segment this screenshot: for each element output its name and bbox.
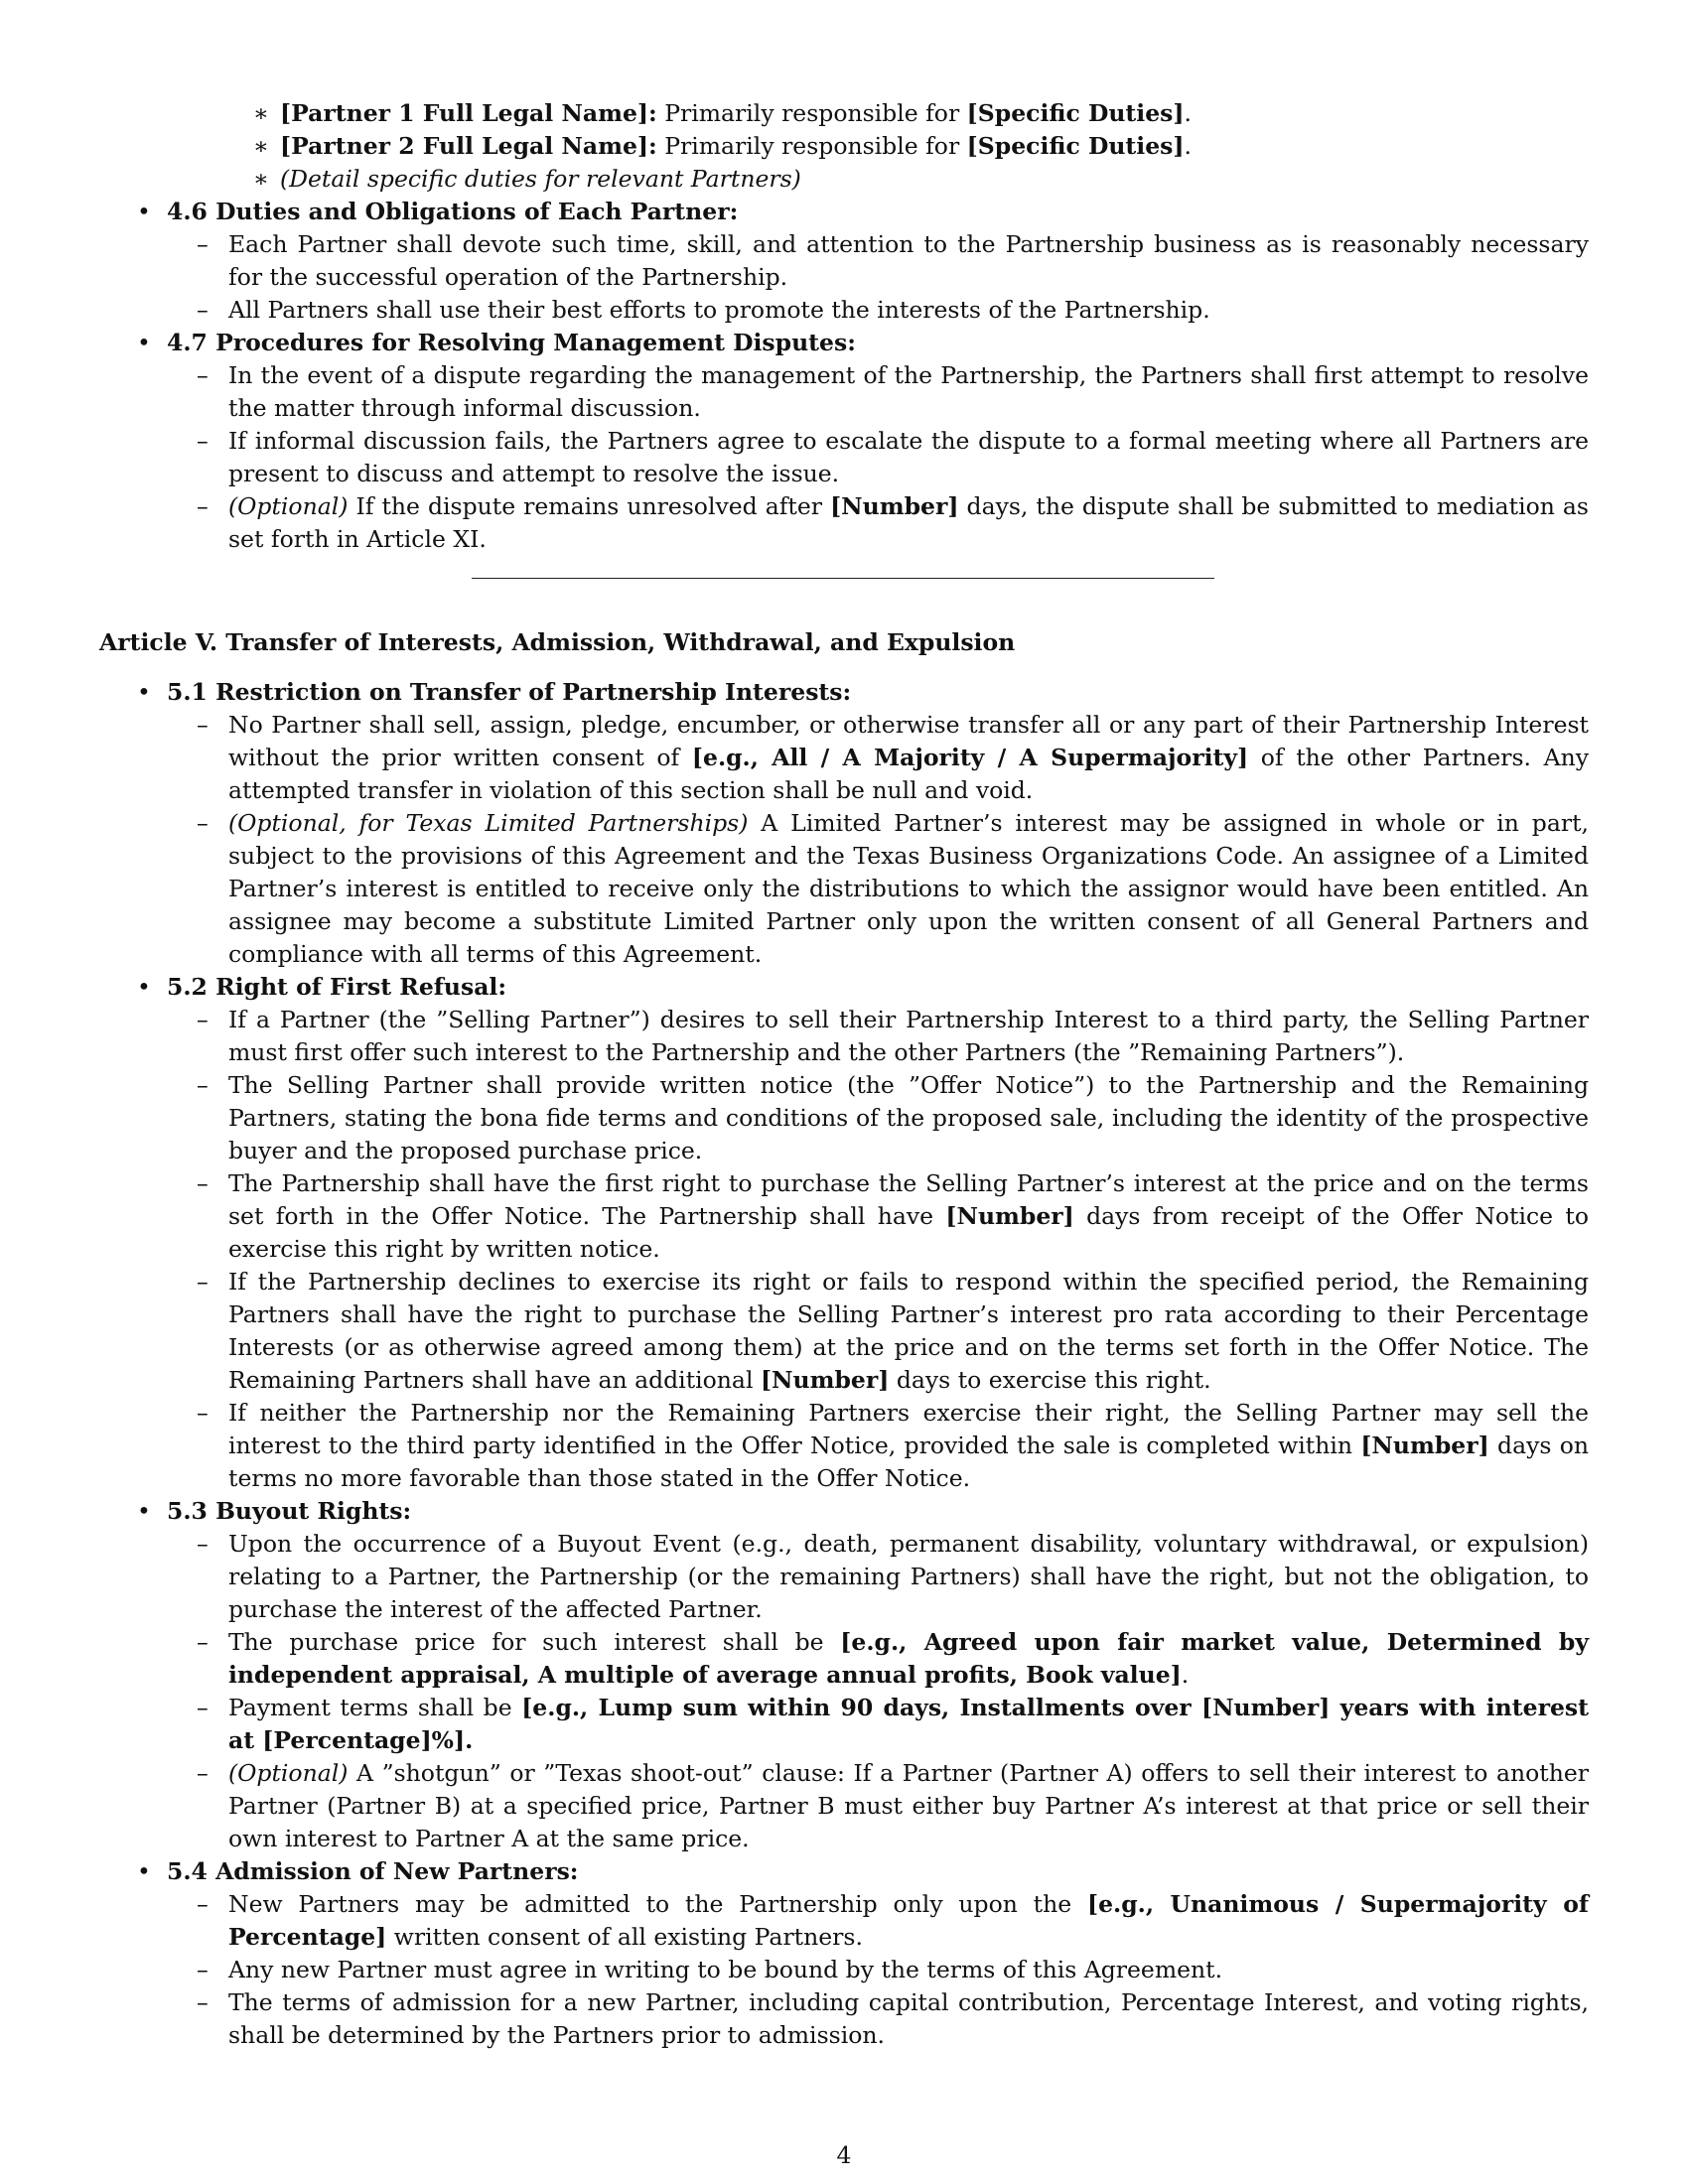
section-5-2 (99, 971, 1589, 1495)
list-item: – If neither the Partnership nor the Remaining Partners exercise their right, the Selling Partner may sell the interest to the third party identified in the Offer Notice, provided the sale is completed within [Number] days on terms no more favorable than those stated in the Offer Notice. (99, 1397, 1589, 1495)
list-item: – The Partnership shall have the first right to purchase the Selling Partner’s interest at the price and on the terms set forth in the Offer Notice. The Partnership shall have [Number] days from receipt of the Offer Notice to exercise this right by written notice. (99, 1167, 1589, 1266)
page-number: 4 (836, 2141, 852, 2169)
section-heading: 5.2 Right of First Refusal: (167, 973, 507, 1001)
section-divider (472, 578, 1214, 579)
duty-placeholder: [Specific Duties] (966, 99, 1185, 127)
list-item: – No Partner shall sell, assign, pledge, encumber, or otherwise transfer all or any part of their Partnership Interest without the prior written consent of [e.g., All / A Majority / A Supermajority] of the other Partners. Any attempted transfer in violation of this section shall be null and void. (99, 709, 1589, 807)
list-item: – New Partners may be admitted to the Partnership only upon the [e.g., Unanimous / Supermajority of Percentage] written consent of all existing Partners. (99, 1888, 1589, 1954)
list-item (99, 163, 1589, 196)
duties-note: (Detail specific duties for relevant Partners) (280, 165, 801, 193)
section-5-1 (99, 676, 1589, 971)
list-item: – (Optional) If the dispute remains unresolved after [Number] days, the dispute shall be submitted to mediation as set forth in Article XI. (99, 490, 1589, 556)
list-item: – If informal discussion fails, the Partners agree to escalate the dispute to a formal meeting where all Partners are present to discuss and attempt to resolve the issue. (99, 425, 1589, 490)
list-item: – The terms of admission for a new Partner, including capital contribution, Percentage Interest, and voting rights, shall be determined by the Partners prior to admission. (99, 1986, 1589, 2052)
section-heading: 5.4 Admission of New Partners: (167, 1857, 579, 1885)
list-item: – (Optional) A ”shotgun” or ”Texas shoot-out” clause: If a Partner (Partner A) offers to sell their interest to another Partner (Partner B) at a specified price, Partner B must either buy Partner A’s interest at that price or sell their own interest to Partner A at the same price. (99, 1757, 1589, 1855)
section-heading: 4.6 Duties and Obligations of Each Partner: (167, 198, 739, 225)
section-4-list (99, 196, 1589, 556)
list-item: – The purchase price for such interest shall be [e.g., Agreed upon fair market value, Determined by independent appraisal, A multiple of average annual profits, Book value]. (99, 1626, 1589, 1692)
list-item: – The Selling Partner shall provide written notice (the ”Offer Notice”) to the Partnership and the Remaining Partners, stating the bona fide terms and conditions of the proposed sale, including the identity of the prospective buyer and the proposed purchase price. (99, 1069, 1589, 1167)
list-item: ∗ [Partner 2 Full Legal Name]: Primarily responsible for [Specific Duties]. (99, 130, 1589, 163)
list-item: – All Partners shall use their best efforts to promote the interests of the Partnership. (99, 294, 1589, 327)
section-5-3 (99, 1495, 1589, 1855)
duty-placeholder: [Specific Duties] (966, 132, 1185, 160)
list-item: – In the event of a dispute regarding the management of the Partnership, the Partners shall first attempt to resolve the matter through informal discussion. (99, 359, 1589, 425)
section-4-7 (99, 327, 1589, 556)
section-heading: 5.3 Buyout Rights: (167, 1497, 412, 1525)
list-item: – If a Partner (the ”Selling Partner”) desires to sell their Partnership Interest to a third party, the Selling Partner must first offer such interest to the Partnership and the other Partners (the ”Remaining Partners”). (99, 1004, 1589, 1069)
section-4-6 (99, 196, 1589, 327)
section-heading: 4.7 Procedures for Resolving Management Disputes: (167, 329, 856, 356)
list-item: – Any new Partner must agree in writing to be bound by the terms of this Agreement. (99, 1954, 1589, 1986)
partner-name-placeholder: [Partner 1 Full Legal Name]: (280, 99, 657, 127)
list-item: – Each Partner shall devote such time, skill, and attention to the Partnership business as is reasonably necessary for the successful operation of the Partnership. (99, 228, 1589, 294)
section-5-4 (99, 1855, 1589, 2052)
partner-duties-list (99, 97, 1589, 196)
partner-name-placeholder: [Partner 2 Full Legal Name]: (280, 132, 657, 160)
list-item: – If the Partnership declines to exercise its right or fails to respond within the specified period, the Remaining Partners shall have the right to purchase the Selling Partner’s interest pro rata according to their Percentage Interests (or as otherwise agreed among them) at the price and on the terms set forth in the Offer Notice. The Remaining Partners shall have an additional [Number] days to exercise this right. (99, 1266, 1589, 1397)
list-item: – (Optional, for Texas Limited Partnerships) A Limited Partner’s interest may be assigned in whole or in part, subject to the provisions of this Agreement and the Texas Business Organizations Code. An assignee of a Limited Partner’s interest is entitled to receive only the distributions to which the assignor would have been entitled. An assignee may become a substitute Limited Partner only upon the written consent of all General Partners and compliance with all terms of this Agreement. (99, 807, 1589, 971)
section-heading: 5.1 Restriction on Transfer of Partnership Interests: (167, 678, 852, 706)
article-heading: Article V. Transfer of Interests, Admission, Withdrawal, and Expulsion (99, 628, 1016, 656)
list-item: – Payment terms shall be [e.g., Lump sum within 90 days, Installments over [Number] years with interest at [Percentage]%]. (99, 1692, 1589, 1757)
article-5-list (99, 676, 1589, 2052)
page-content (99, 97, 1589, 2052)
list-item: ∗ [Partner 1 Full Legal Name]: Primarily responsible for [Specific Duties]. (99, 97, 1589, 130)
list-item: – Upon the occurrence of a Buyout Event (e.g., death, permanent disability, voluntary withdrawal, or expulsion) relating to a Partner, the Partnership (or the remaining Partners) shall have the right, but not the obligation, to purchase the interest of the affected Partner. (99, 1528, 1589, 1626)
